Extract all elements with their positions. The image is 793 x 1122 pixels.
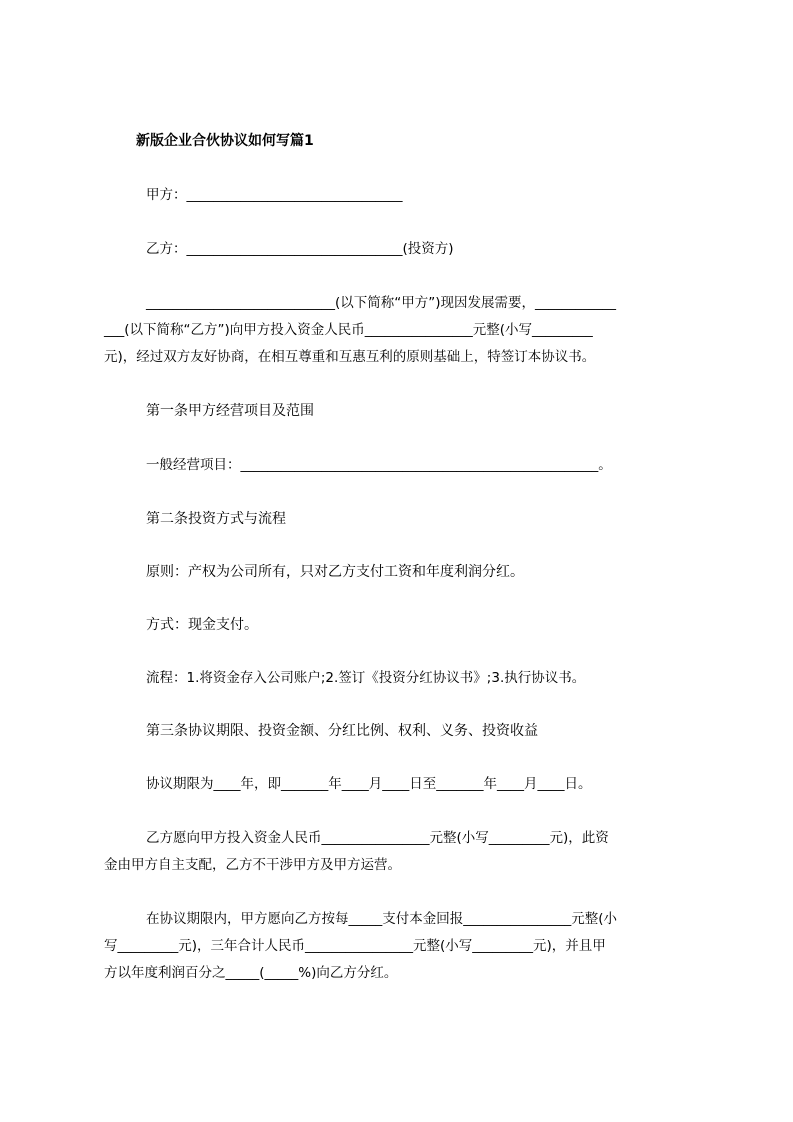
intro-line-3: 元)，经过双方友好协商，在相互尊重和互惠互利的原则基础上，特签订本协议书。 [104, 349, 596, 365]
intro-line-1: ____________________________(以下简称“甲方”)现因发展需要，____________ [146, 295, 617, 311]
term-line: 协议期限为____年，即_______年____月____日至_______年____月____日。 [146, 776, 592, 792]
business-scope-line: 一般经营项目：_____________________________________________________。 [146, 457, 612, 473]
article-2-heading: 第二条投资方式与流程 [146, 511, 286, 527]
method-line: 方式：现金支付。 [146, 617, 258, 633]
party-b-line: 乙方：________________________________(投资方) [146, 241, 454, 257]
document-title: 新版企业合伙协议如何写篇1 [136, 133, 314, 149]
principle-line: 原则：产权为公司所有，只对乙方支付工资和年度利润分红。 [146, 564, 524, 580]
returns-line-2: 写_________元)，三年合计人民币________________元整(小写_________元)，并且甲 [104, 938, 606, 954]
investment-line-2: 金由甲方自主支配，乙方不干涉甲方及甲方运营。 [104, 857, 401, 873]
article-3-heading: 第三条协议期限、投资金额、分红比例、权利、义务、投资收益 [146, 723, 538, 739]
returns-line-3: 方以年度利润百分之_____(_____%)向乙方分红。 [104, 965, 398, 981]
party-a-line: 甲方：________________________________ [146, 187, 403, 203]
intro-line-2: ___(以下简称“乙方”)向甲方投入资金人民币________________元整(小写_________ [104, 322, 593, 338]
process-line: 流程：1.将资金存入公司账户;2.签订《投资分红协议书》;3.执行协议书。 [146, 670, 586, 686]
article-1-heading: 第一条甲方经营项目及范围 [146, 403, 314, 419]
returns-line-1: 在协议期限内，甲方愿向乙方按每_____支付本金回报________________元整(小 [146, 911, 618, 927]
investment-line-1: 乙方愿向甲方投入资金人民币________________元整(小写_________元)，此资 [146, 830, 609, 846]
